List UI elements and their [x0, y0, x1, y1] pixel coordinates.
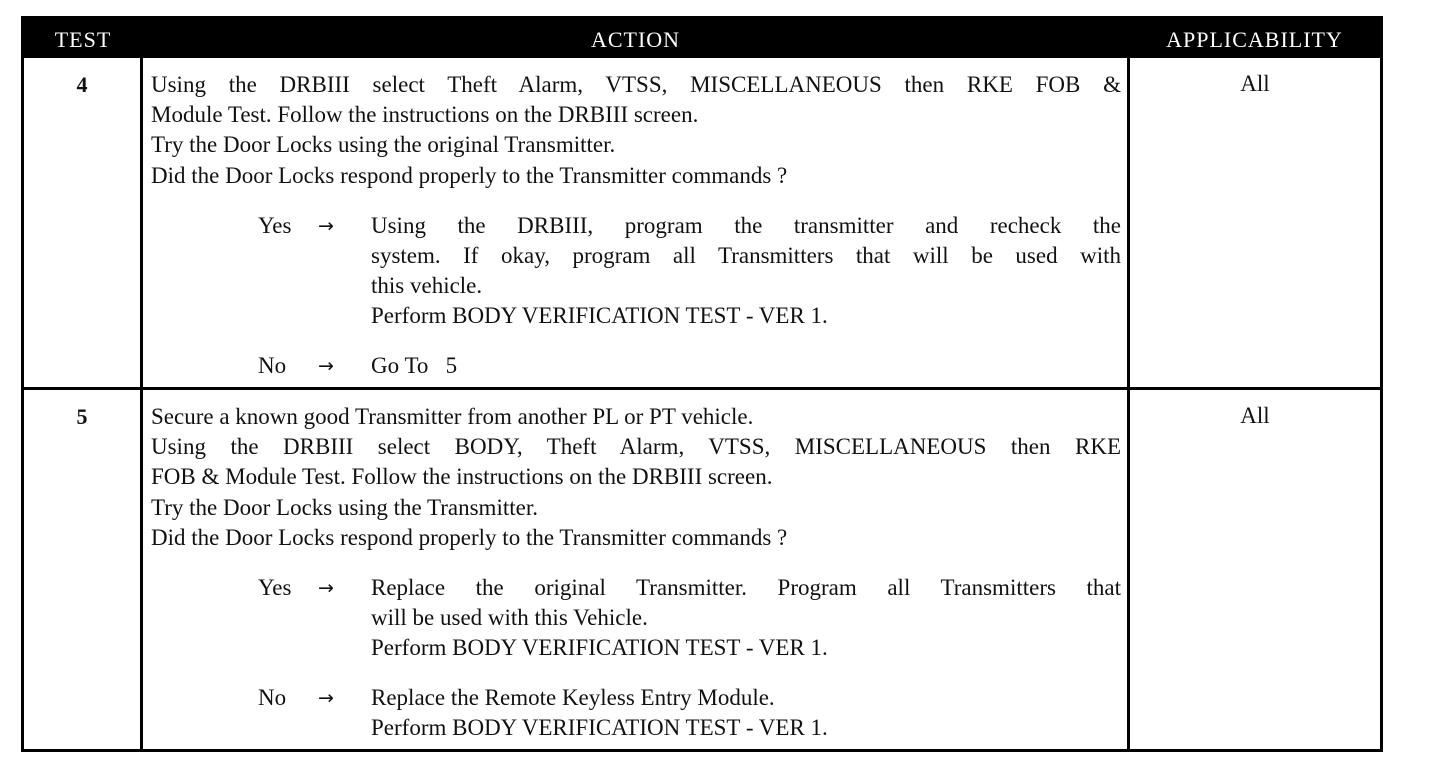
- no-outcome: [258, 351, 1121, 381]
- yes-label: Yes: [258, 575, 292, 601]
- action-line: Did the Door Locks respond properly to the Transmitter commands ?: [151, 524, 788, 550]
- applicability-value: All: [1240, 71, 1270, 96]
- outcome-line: Replace the Remote Keyless Entry Module.: [371, 684, 775, 710]
- right-arrow-icon: →: [318, 214, 334, 237]
- outcome-line: Replace the original Transmitter. Program all Transmitters that: [371, 575, 1121, 601]
- outcome-line: this vehicle.: [371, 273, 483, 299]
- yes-outcome: [258, 211, 1121, 332]
- action-cell: [151, 70, 1121, 381]
- action-line: Did the Door Locks respond properly to the Transmitter commands ?: [151, 162, 788, 188]
- right-arrow-icon: →: [318, 686, 334, 709]
- no-label: No: [258, 684, 287, 710]
- action-line: Module Test. Follow the instructions on the DRBIII screen.: [151, 102, 699, 128]
- outcome-line: will be used with this Vehicle.: [371, 605, 648, 631]
- outcome-line: system. If okay, program all Transmitters that will be used with: [371, 243, 1121, 269]
- outcome-line: Perform BODY VERIFICATION TEST - VER 1.: [371, 635, 828, 661]
- outcome-line: Perform BODY VERIFICATION TEST - VER 1.: [371, 714, 828, 740]
- test-number: 4: [76, 72, 88, 97]
- test-row-5: [24, 390, 1380, 752]
- action-line: FOB & Module Test. Follow the instructions on the DRBIII screen.: [151, 464, 773, 490]
- header-action: ACTION: [590, 27, 681, 52]
- action-line: Using the DRBIII select Theft Alarm, VTSS, MISCELLANEOUS then RKE FOB &: [151, 72, 1121, 97]
- table-header: [24, 19, 1380, 58]
- test-row-4: [24, 58, 1380, 387]
- action-cell: [151, 402, 1121, 743]
- right-arrow-icon: →: [318, 577, 334, 600]
- diagnostic-test-table: [21, 16, 1383, 752]
- outcome-line: Go To 5: [371, 352, 458, 378]
- test-number: 5: [76, 404, 88, 429]
- right-arrow-icon: →: [318, 354, 334, 377]
- action-line: Using the DRBIII select BODY, Theft Alarm, VTSS, MISCELLANEOUS then RKE: [151, 434, 1121, 460]
- action-line: Try the Door Locks using the Transmitter.: [151, 494, 538, 520]
- action-line: Try the Door Locks using the original Transmitter.: [151, 132, 616, 158]
- yes-outcome: [258, 573, 1121, 664]
- no-label: No: [258, 352, 287, 378]
- applicability-value: All: [1240, 403, 1270, 428]
- header-applicability: APPLICABILITY: [1166, 27, 1343, 52]
- outcome-line: Using the DRBIII, program the transmitter and recheck the: [371, 212, 1121, 238]
- header-test: TEST: [54, 27, 112, 52]
- action-line: Secure a known good Transmitter from another PL or PT vehicle.: [151, 404, 754, 429]
- no-outcome: [258, 683, 1121, 743]
- outcome-line: Perform BODY VERIFICATION TEST - VER 1.: [371, 303, 828, 329]
- yes-label: Yes: [258, 212, 292, 238]
